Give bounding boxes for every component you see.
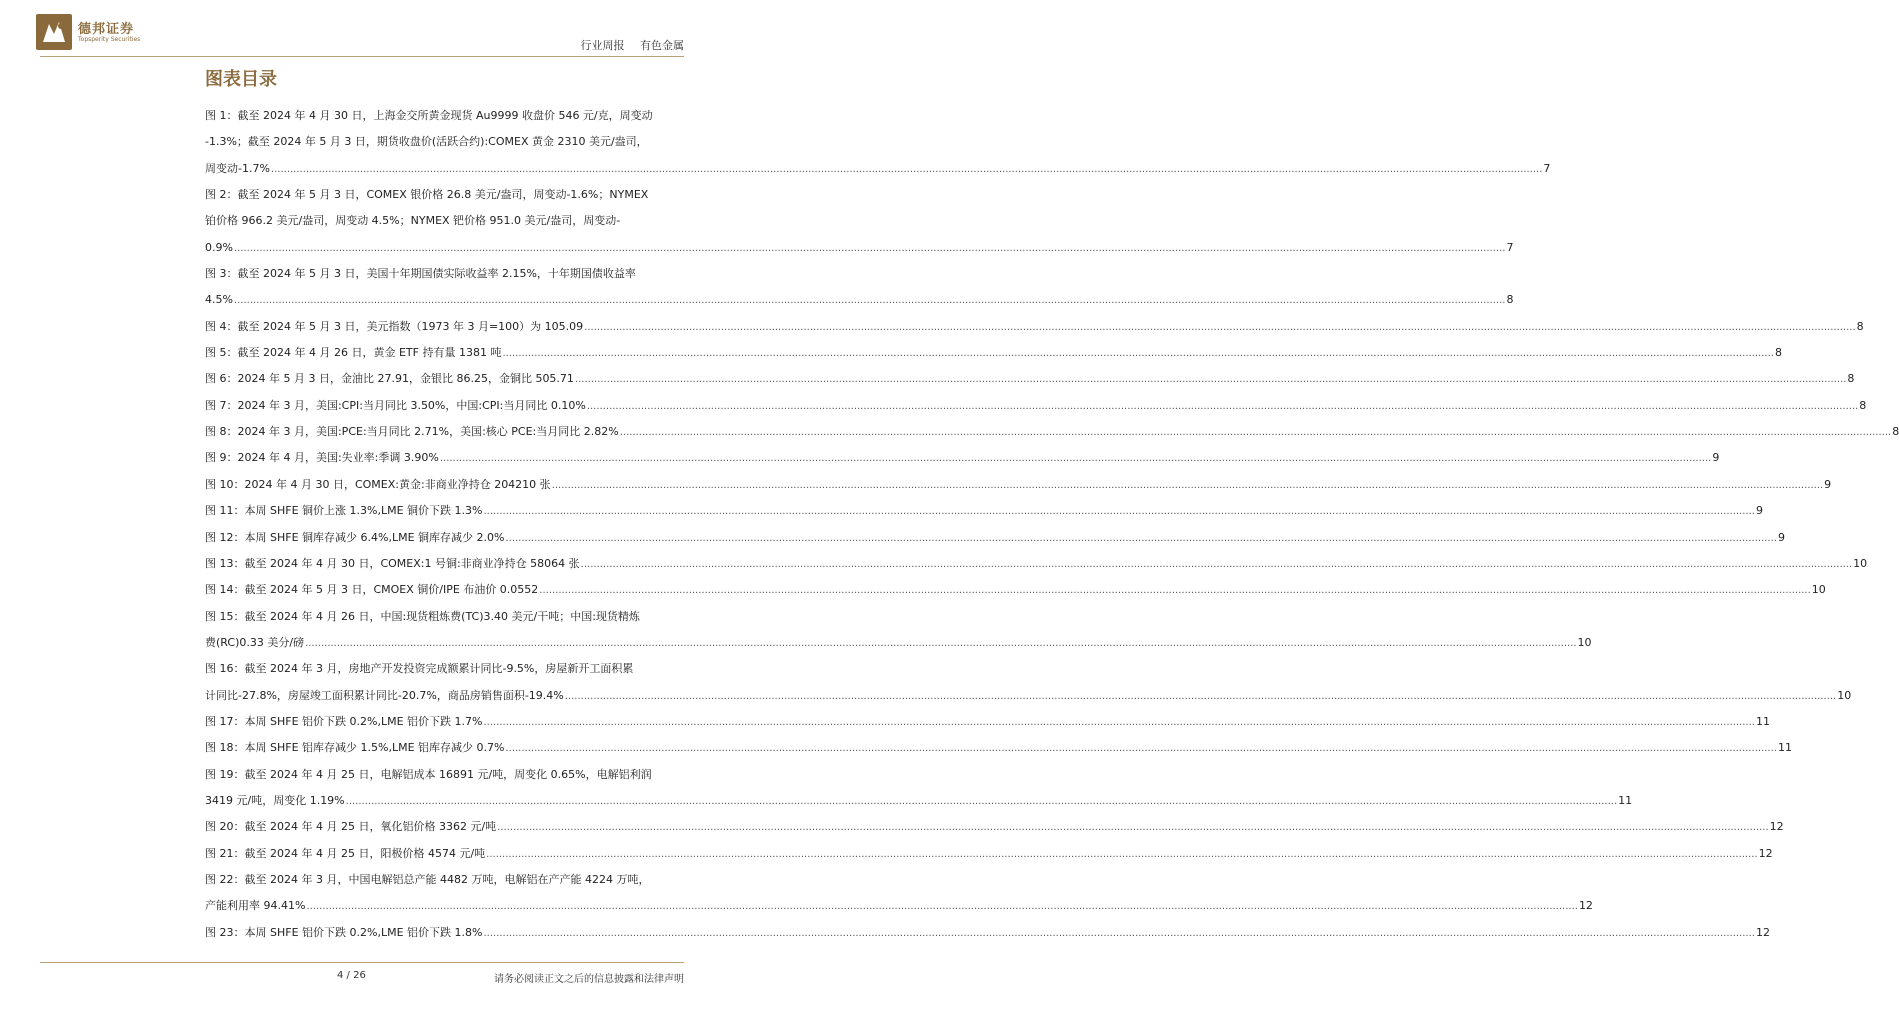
toc-entry-line — [205, 156, 1551, 182]
toc-page-number: 8 — [1859, 398, 1867, 412]
toc-page-number: 8 — [1892, 425, 1899, 439]
toc-entry[interactable] — [205, 841, 1773, 867]
toc-leader-dots: ................................................................................................................................................................................................................................................................................................................................................................................................................ — [233, 242, 1506, 254]
toc-entry-text: 计同比-27.8%，房屋竣工面积累计同比-20.7%，商品房销售面积-19.4% — [205, 688, 564, 702]
toc-entry-text: 图 23：本周 SHFE 铝价下跌 0.2%,LME 铝价下跌 1.8% — [205, 925, 483, 939]
toc-entry[interactable] — [205, 709, 1770, 735]
toc-entry[interactable] — [205, 419, 1899, 445]
toc-entry[interactable] — [205, 577, 1826, 603]
toc-page-number: 8 — [1856, 319, 1864, 333]
company-subtitle: Topsperity Securities — [78, 36, 141, 43]
toc-entry-text: 0.9% — [205, 240, 233, 254]
toc-entry[interactable] — [205, 314, 1864, 340]
toc-entry-text: 图 20：截至 2024 年 4 月 25 日，氧化铝价格 3362 元/吨 — [205, 820, 497, 834]
toc-entry-line — [205, 366, 1855, 392]
toc-entry-text: 图 10：2024 年 4 月 30 日，COMEX:黄金:非商业净持仓 204210 张 — [205, 477, 551, 491]
toc-leader-dots: ................................................................................................................................................................................................................................................................................................................................................................................................................ — [574, 374, 1847, 386]
toc-entry-line — [205, 735, 1792, 761]
toc-entry-line — [205, 235, 1514, 261]
toc-leader-dots: ................................................................................................................................................................................................................................................................................................................................................................................................................ — [306, 901, 1578, 913]
footer-divider — [40, 962, 684, 963]
toc-entry-text: 周变动-1.7% — [205, 161, 270, 175]
toc-page-number: 12 — [1758, 846, 1773, 860]
toc-entry-line — [205, 551, 1868, 577]
toc-entry-line — [205, 340, 1782, 366]
toc-entry[interactable] — [205, 551, 1868, 577]
toc-entry-text: 图 14：截至 2024 年 5 月 3 日，CMOEX 铜价/IPE 布油价 0.0552 — [205, 583, 539, 597]
toc-leader-dots: ................................................................................................................................................................................................................................................................................................................................................................................................................ — [270, 163, 1543, 175]
toc-page-number: 8 — [1506, 293, 1514, 307]
toc-page-number: 8 — [1774, 346, 1782, 360]
toc-entry-text: 图 18：本周 SHFE 铝库存减少 1.5%,LME 铝库存减少 0.7% — [205, 741, 505, 755]
toc-leader-dots: ................................................................................................................................................................................................................................................................................................................................................................................................................ — [564, 690, 1837, 702]
toc-leader-dots: ................................................................................................................................................................................................................................................................................................................................................................................................................ — [233, 295, 1506, 307]
toc-entry-text: 图 21：截至 2024 年 4 月 25 日，阳极价格 4574 元/吨 — [205, 846, 486, 860]
toc-entry-text: 费(RC)0.33 美分/磅 — [205, 635, 305, 649]
toc-page-number: 7 — [1543, 161, 1551, 175]
toc-page-number: 9 — [1755, 504, 1763, 518]
toc-entry-line — [205, 893, 1593, 919]
toc-leader-dots: ................................................................................................................................................................................................................................................................................................................................................................................................................ — [551, 479, 1824, 491]
toc-leader-dots: ................................................................................................................................................................................................................................................................................................................................................................................................................ — [439, 453, 1712, 465]
toc-entry-text: 图 6：2024 年 5 月 3 日，金油比 27.91，金银比 86.25，金铜比 505.71 — [205, 372, 574, 386]
toc-page-number: 11 — [1755, 714, 1770, 728]
toc-entry-text: 图 9：2024 年 4 月，美国:失业率:季调 3.90% — [205, 451, 439, 465]
toc-leader-dots: ................................................................................................................................................................................................................................................................................................................................................................................................................ — [483, 716, 1755, 728]
toc-leader-dots: ................................................................................................................................................................................................................................................................................................................................................................................................................ — [619, 427, 1892, 439]
toc-entry-line — [205, 498, 1763, 524]
toc-page-number: 8 — [1847, 372, 1855, 386]
toc-page-number: 7 — [1506, 240, 1514, 254]
toc-entry-line: -1.3%；截至 2024 年 5 月 3 日，期货收盘价(活跃合约):COMEX 黄金 2310 美元/盎司， — [205, 135, 648, 149]
toc-entry-line — [205, 920, 1770, 946]
toc-entry-text: 产能利用率 94.41% — [205, 899, 306, 913]
toc-entry-line — [205, 788, 1633, 814]
toc-entry[interactable] — [205, 498, 1763, 524]
toc-entry-line: 图 19：截至 2024 年 4 月 25 日，电解铝成本 16891 元/吨，周变化 0.65%，电解铝利润 — [205, 767, 652, 781]
toc-page-number: 11 — [1777, 741, 1792, 755]
toc-entry[interactable] — [205, 366, 1855, 392]
toc-leader-dots: ................................................................................................................................................................................................................................................................................................................................................................................................................ — [345, 795, 1618, 807]
toc-entry-text: 图 8：2024 年 3 月，美国:PCE:当月同比 2.71%，美国:核心 PCE:当月同比 2.82% — [205, 425, 619, 439]
toc-page-number: 9 — [1712, 451, 1720, 465]
toc-entry[interactable] — [205, 814, 1784, 840]
toc-leader-dots: ................................................................................................................................................................................................................................................................................................................................................................................................................ — [497, 822, 1769, 834]
toc-entry-line — [205, 525, 1785, 551]
toc-entry-line: 图 16：截至 2024 年 3 月，房地产开发投资完成额累计同比-9.5%，房屋新开工面积累 — [205, 662, 634, 676]
toc-entry[interactable] — [205, 472, 1832, 498]
toc-leader-dots: ................................................................................................................................................................................................................................................................................................................................................................................................................ — [502, 348, 1774, 360]
toc-leader-dots: ................................................................................................................................................................................................................................................................................................................................................................................................................ — [305, 637, 1577, 649]
toc-leader-dots: ................................................................................................................................................................................................................................................................................................................................................................................................................ — [483, 506, 1755, 518]
toc-entry-line — [205, 841, 1773, 867]
toc-entry[interactable] — [205, 656, 1852, 709]
header-divider — [40, 56, 684, 57]
toc-page-number: 9 — [1777, 530, 1785, 544]
toc-entry-line — [205, 472, 1832, 498]
toc-entry-line — [205, 419, 1899, 445]
toc-page-number: 10 — [1577, 635, 1592, 649]
toc-leader-dots: ................................................................................................................................................................................................................................................................................................................................................................................................................ — [584, 321, 1856, 333]
toc-entry-line — [205, 709, 1770, 735]
toc-list — [205, 103, 1899, 946]
toc-entry-line: 图 1：截至 2024 年 4 月 30 日，上海金交所黄金现货 Au9999 收盘价 546 元/克，周变动 — [205, 109, 653, 122]
toc-entry[interactable] — [205, 920, 1770, 946]
toc-leader-dots: ................................................................................................................................................................................................................................................................................................................................................................................................................ — [539, 585, 1811, 597]
toc-leader-dots: ................................................................................................................................................................................................................................................................................................................................................................................................................ — [580, 558, 1853, 570]
toc-entry[interactable] — [205, 445, 1720, 471]
toc-entry-line: 图 15：截至 2024 年 4 月 26 日，中国:现货粗炼费(TC)3.40 美元/干吨；中国:现货精炼 — [205, 609, 640, 623]
toc-entry[interactable] — [205, 103, 1551, 182]
header-labels — [581, 37, 685, 53]
toc-entry[interactable] — [205, 762, 1633, 815]
toc-entry[interactable] — [205, 261, 1514, 314]
company-logo — [36, 14, 166, 50]
toc-entry-text: 4.5% — [205, 293, 233, 307]
toc-entry-text: 图 7：2024 年 3 月，美国:CPI:当月同比 3.50%，中国:CPI:当月同比 0.10% — [205, 398, 586, 412]
toc-entry-text: 图 5：截至 2024 年 4 月 26 日，黄金 ETF 持有量 1381 吨 — [205, 346, 502, 360]
toc-title: 图表目录 — [205, 69, 277, 90]
toc-entry-line — [205, 393, 1867, 419]
toc-entry[interactable] — [205, 182, 1514, 261]
toc-entry-line: 图 2：截至 2024 年 5 月 3 日，COMEX 银价格 26.8 美元/盎司，周变动-1.6%；NYMEX — [205, 188, 649, 202]
company-logo-icon — [36, 14, 72, 50]
toc-leader-dots: ................................................................................................................................................................................................................................................................................................................................................................................................................ — [486, 848, 1758, 860]
toc-page-number: 11 — [1618, 793, 1633, 807]
toc-leader-dots: ................................................................................................................................................................................................................................................................................................................................................................................................................ — [586, 400, 1859, 412]
toc-entry[interactable] — [205, 525, 1785, 551]
toc-entry-text: 3419 元/吨，周变化 1.19% — [205, 793, 345, 807]
toc-entry[interactable] — [205, 604, 1592, 657]
toc-entry[interactable] — [205, 867, 1593, 920]
toc-page-number: 10 — [1837, 688, 1852, 702]
page-number: 4 / 26 — [337, 970, 366, 981]
company-name: 德邦证券 — [78, 22, 135, 37]
toc-entry-line: 图 22：截至 2024 年 3 月，中国电解铝总产能 4482 万吨，电解铝在产产能 4224 万吨， — [205, 872, 650, 886]
toc-page-number: 10 — [1811, 583, 1826, 597]
toc-entry[interactable] — [205, 340, 1782, 366]
toc-entry-line — [205, 314, 1864, 340]
toc-page-number: 9 — [1824, 477, 1832, 491]
toc-entry-line: 图 3：截至 2024 年 5 月 3 日，美国十年期国债实际收益率 2.15%，十年期国债收益率 — [205, 267, 636, 281]
report-type: 行业周报 — [580, 39, 625, 52]
toc-entry-line — [205, 630, 1592, 656]
toc-entry-line — [205, 683, 1852, 709]
sector-name: 有色金属 — [640, 39, 684, 52]
toc-entry-text: 图 11：本周 SHFE 铜价上涨 1.3%,LME 铜价下跌 1.3% — [205, 504, 483, 518]
toc-leader-dots: ................................................................................................................................................................................................................................................................................................................................................................................................................ — [505, 743, 1777, 755]
toc-page-number: 12 — [1769, 820, 1784, 834]
toc-entry-line — [205, 287, 1514, 313]
toc-page-number: 10 — [1853, 556, 1868, 570]
toc-entry-text: 图 12：本周 SHFE 铜库存减少 6.4%,LME 铜库存减少 2.0% — [205, 530, 505, 544]
toc-page-number: 12 — [1755, 925, 1770, 939]
toc-entry-text: 图 17：本周 SHFE 铝价下跌 0.2%,LME 铝价下跌 1.7% — [205, 714, 483, 728]
toc-entry-text: 图 13：截至 2024 年 4 月 30 日，COMEX:1 号铜:非商业净持仓 58064 张 — [205, 556, 580, 570]
toc-entry[interactable] — [205, 735, 1792, 761]
toc-entry-line: 铂价格 966.2 美元/盎司，周变动 4.5%；NYMEX 钯价格 951.0 美元/盎司，周变动- — [205, 214, 621, 228]
toc-page-number: 12 — [1578, 899, 1593, 913]
toc-leader-dots: ................................................................................................................................................................................................................................................................................................................................................................................................................ — [483, 927, 1755, 939]
toc-entry-line — [205, 577, 1826, 603]
toc-entry[interactable] — [205, 393, 1867, 419]
toc-leader-dots: ................................................................................................................................................................................................................................................................................................................................................................................................................ — [505, 532, 1777, 544]
footer-disclaimer: 请务必阅读正文之后的信息披露和法律声明 — [494, 974, 684, 985]
toc-entry-text: 图 4：截至 2024 年 5 月 3 日，美元指数（1973 年 3 月=100）为 105.09 — [205, 319, 584, 333]
toc-entry-line — [205, 814, 1784, 840]
toc-entry-line — [205, 445, 1720, 471]
